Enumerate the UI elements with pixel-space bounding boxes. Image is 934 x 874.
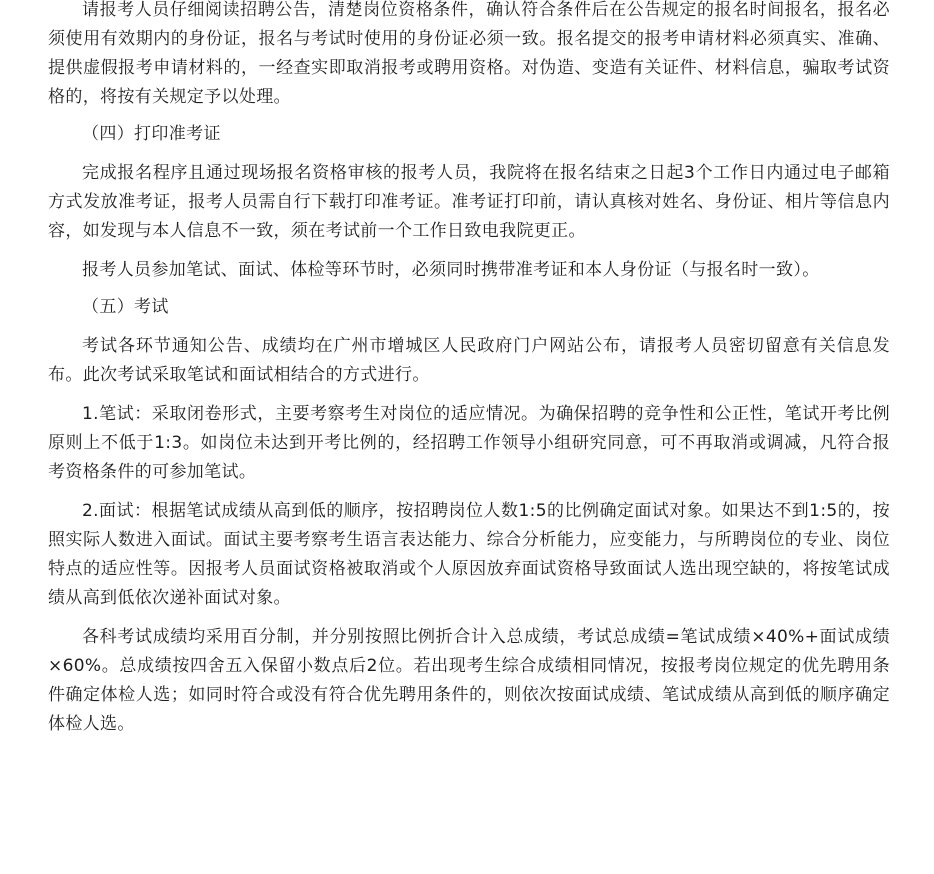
paragraph-scoring: 各科考试成绩均采用百分制，并分别按照比例折合计入总成绩，考试总成绩=笔试成绩×40%+面试成绩×60%。总成绩按四舍五入保留小数点后2位。若出现考生综合成绩相同情况，按报考岗位规定的优先聘用条件确定体检人选；如同时符合或没有符合优先聘用条件的，则依次按面试成绩、笔试成绩从高到低的顺序确定体检人选。 xyxy=(48,627,890,734)
section-heading-exam: （五）考试 xyxy=(82,297,169,317)
paragraph-written-exam: 1.笔试：采取闭卷形式，主要考察考生对岗位的适应情况。为确保招聘的竞争性和公正性，笔试开考比例原则上不低于1:3。如岗位未达到开考比例的，经招聘工作领导小组研究同意，可不再取消或调减，凡符合报考资格条件的可参加笔试。 xyxy=(48,404,890,482)
paragraph-registration-notice: 请报考人员仔细阅读招聘公告，清楚岗位资格条件，确认符合条件后在公告规定的报名时间报名，报名必须使用有效期内的身份证，报名与考试时使用的身份证必须一致。报名提交的报考申请材料必须真实、准确、提供虚假报考申请材料的，一经查实即取消报考或聘用资格。对伪造、变造有关证件、材料信息，骗取考试资格的，将按有关规定予以处理。 xyxy=(48,0,890,107)
paragraph-interview: 2.面试：根据笔试成绩从高到低的顺序，按招聘岗位人数1:5的比例确定面试对象。如果达不到1:5的，按照实际人数进入面试。面试主要考察考生语言表达能力、综合分析能力，应变能力，与所聘岗位的专业、岗位特点的适应性等。因报考人员面试资格被取消或个人原因放弃面试资格导致面试人选出现空缺的，将按笔试成绩从高到低依次递补面试对象。 xyxy=(48,501,890,608)
paragraph-admission-ticket: 完成报名程序且通过现场报名资格审核的报考人员，我院将在报名结束之日起3个工作日内通过电子邮箱方式发放准考证，报考人员需自行下载打印准考证。准考证打印前，请认真核对姓名、身份证、相片等信息内容，如发现与本人信息不一致，须在考试前一个工作日致电我院更正。 xyxy=(48,163,890,241)
document-body xyxy=(48,0,890,739)
section-heading-print-admission: （四）打印准考证 xyxy=(82,124,221,144)
paragraph-carry-documents: 报考人员参加笔试、面试、体检等环节时，必须同时携带准考证和本人身份证（与报名时一致）。 xyxy=(82,260,820,280)
paragraph-exam-announcements: 考试各环节通知公告、成绩均在广州市增城区人民政府门户网站公布，请报考人员密切留意有关信息发布。此次考试采取笔试和面试相结合的方式进行。 xyxy=(48,336,890,385)
